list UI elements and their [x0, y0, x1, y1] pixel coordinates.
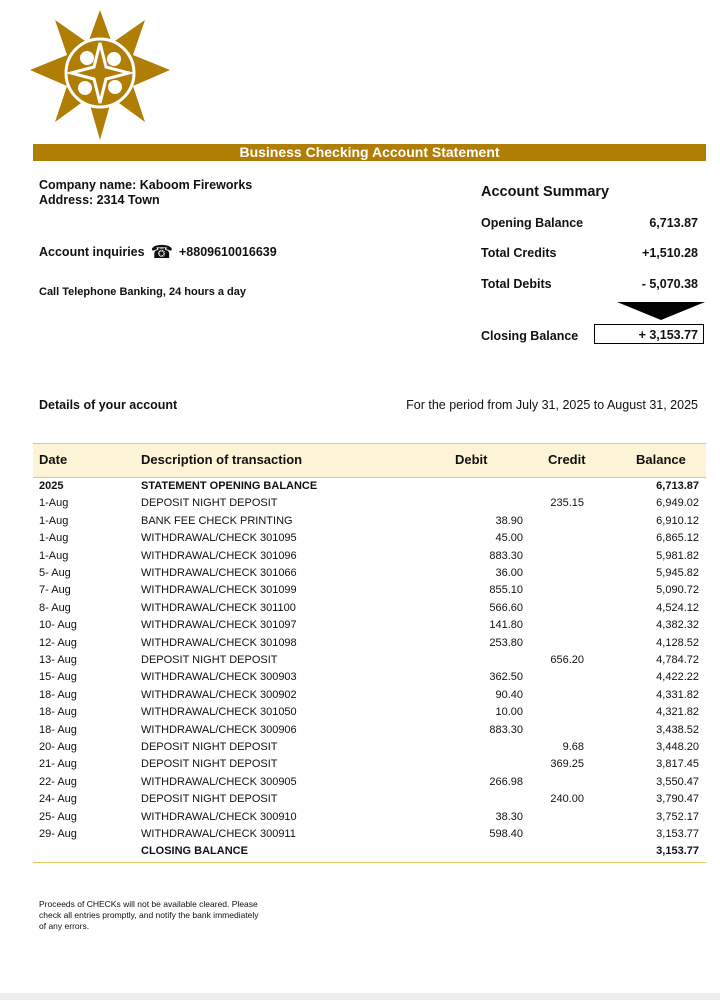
cell-description: WITHDRAWAL/CHECK 301098: [141, 636, 297, 649]
cell-debit: 883.30: [489, 549, 523, 562]
cell-debit: 883.30: [489, 723, 523, 736]
cell-description: BANK FEE CHECK PRINTING: [141, 514, 293, 527]
table-row: [33, 637, 706, 654]
cell-balance: 5,981.82: [656, 549, 699, 562]
table-row: [33, 828, 706, 845]
cell-description: WITHDRAWAL/CHECK 301095: [141, 532, 297, 545]
cell-description: WITHDRAWAL/CHECK 301097: [141, 619, 297, 632]
opening-balance-value: 6,713.87: [649, 216, 698, 230]
cell-balance: 3,448.20: [656, 741, 699, 753]
opening-balance-label: Opening Balance: [481, 216, 584, 230]
total-debits-value: - 5,070.38: [641, 277, 698, 291]
compass-star-logo: [30, 10, 170, 140]
cell-description: WITHDRAWAL/CHECK 300911: [141, 828, 296, 840]
cell-date: 8- Aug: [39, 601, 71, 614]
cell-credit: 240.00: [550, 793, 584, 806]
closing-balance-value: + 3,153.77: [594, 324, 704, 344]
cell-description: WITHDRAWAL/CHECK 300902: [141, 688, 297, 701]
table-row: [33, 654, 706, 671]
cell-balance: 4,524.12: [656, 601, 699, 614]
company-address: Address: 2314 Town: [39, 193, 160, 207]
total-debits-label: Total Debits: [481, 277, 552, 291]
cell-balance: 6,949.02: [656, 497, 699, 510]
table-bottom-rule: [33, 862, 706, 863]
table-row: [33, 758, 706, 775]
cell-date: 7- Aug: [39, 584, 71, 597]
cell-balance: 3,550.47: [656, 775, 699, 788]
cell-date: 5- Aug: [39, 567, 71, 579]
total-credits-label: Total Credits: [481, 246, 557, 260]
cell-debit: 90.40: [495, 688, 523, 701]
cell-debit: 45.00: [495, 532, 523, 545]
cell-debit: 10.00: [495, 706, 523, 719]
cell-date: 18- Aug: [39, 688, 77, 701]
cell-date: 1-Aug: [39, 532, 69, 545]
account-inquiries: [39, 242, 277, 262]
cell-date: 29- Aug: [39, 828, 77, 840]
cell-date: 13- Aug: [39, 654, 77, 666]
cell-balance: 6,713.87: [656, 480, 699, 492]
cell-debit: 855.10: [489, 584, 523, 597]
total-credits-value: +1,510.28: [642, 246, 698, 260]
cell-description: WITHDRAWAL/CHECK 300906: [141, 723, 297, 736]
cell-date: 10- Aug: [39, 619, 77, 632]
cell-credit: 235.15: [550, 497, 584, 510]
table-header: [33, 443, 706, 478]
cell-credit: 369.25: [550, 758, 584, 771]
cell-date: 22- Aug: [39, 775, 77, 788]
cell-balance: 5,090.72: [656, 584, 699, 597]
cell-balance: 3,153.77: [656, 828, 699, 840]
inquiries-label: Account inquiries: [39, 245, 145, 259]
cell-description: WITHDRAWAL/CHECK 301099: [141, 584, 297, 597]
cell-balance: 4,321.82: [656, 706, 699, 719]
cell-date: 1-Aug: [39, 497, 69, 510]
cell-description: WITHDRAWAL/CHECK 300905: [141, 775, 297, 788]
col-header-credit: Credit: [548, 452, 586, 467]
col-header-description: Description of transaction: [141, 452, 303, 467]
cell-debit: 266.98: [489, 775, 523, 788]
table-row: [33, 532, 706, 549]
cell-debit: 598.40: [489, 828, 523, 840]
cell-date: 12- Aug: [39, 636, 77, 649]
cell-description: DEPOSIT NIGHT DEPOSIT: [141, 793, 278, 806]
cell-balance: 6,910.12: [656, 514, 699, 527]
cell-debit: 38.30: [495, 810, 523, 823]
table-row: [33, 602, 706, 619]
table-row: [33, 706, 706, 723]
cell-description: CLOSING BALANCE: [141, 845, 248, 858]
table-row: [33, 671, 706, 688]
telephone-icon: ☎: [150, 242, 173, 262]
table-row: [33, 793, 706, 810]
page-bottom-strip: [0, 993, 720, 1000]
cell-date: 18- Aug: [39, 723, 77, 736]
cell-description: DEPOSIT NIGHT DEPOSIT: [141, 654, 278, 666]
closing-balance-label: Closing Balance: [481, 329, 579, 343]
table-row: [33, 845, 706, 862]
telephone-banking-note: Call Telephone Banking, 24 hours a day: [39, 286, 247, 298]
cell-balance: 3,817.45: [656, 758, 699, 771]
table-row: [33, 619, 706, 636]
cell-description: WITHDRAWAL/CHECK 301100: [141, 601, 296, 614]
cell-debit: 566.60: [489, 601, 523, 614]
cell-date: 1-Aug: [39, 514, 69, 527]
cell-date: 24- Aug: [39, 793, 77, 806]
cell-debit: 362.50: [489, 671, 523, 684]
cell-date: 21- Aug: [39, 758, 77, 771]
cell-date: 25- Aug: [39, 810, 77, 823]
table-row: [33, 741, 706, 758]
cell-description: DEPOSIT NIGHT DEPOSIT: [141, 758, 278, 771]
table-row: [33, 497, 706, 514]
table-row: [33, 689, 706, 706]
cell-description: WITHDRAWAL/CHECK 301096: [141, 549, 297, 562]
table-row: [33, 567, 706, 584]
table-row: [33, 515, 706, 532]
cell-credit: 656.20: [550, 654, 584, 666]
cell-date: 1-Aug: [39, 549, 69, 562]
account-summary-title: Account Summary: [481, 184, 610, 200]
cell-debit: 38.90: [495, 514, 523, 527]
table-row: [33, 550, 706, 567]
cell-balance: 3,153.77: [656, 845, 699, 858]
cell-balance: 4,331.82: [656, 688, 699, 701]
statement-title: Business Checking Account Statement: [33, 144, 706, 161]
col-header-date: Date: [39, 452, 68, 467]
down-arrow-icon: [617, 302, 705, 320]
table-row: [33, 776, 706, 793]
col-header-debit: Debit: [455, 452, 488, 467]
company-name: Company name: Kaboom Fireworks: [39, 178, 253, 192]
cell-date: 2025: [39, 480, 64, 492]
cell-balance: 3,752.17: [656, 810, 699, 823]
table-row: [33, 480, 706, 497]
cell-description: DEPOSIT NIGHT DEPOSIT: [141, 497, 278, 510]
cell-balance: 5,945.82: [656, 567, 699, 579]
cell-date: 15- Aug: [39, 671, 77, 684]
cell-balance: 3,438.52: [656, 723, 699, 736]
cell-description: STATEMENT OPENING BALANCE: [141, 480, 318, 492]
cell-description: WITHDRAWAL/CHECK 300903: [141, 671, 297, 684]
cell-balance: 4,382.32: [656, 619, 699, 632]
table-row: [33, 811, 706, 828]
cell-description: WITHDRAWAL/CHECK 301066: [141, 567, 297, 579]
footer-disclaimer: Proceeds of CHECKs will not be available cleared. Please check all entries promptly, and notify the bank immediately of any errors.: [39, 899, 259, 931]
table-row: [33, 724, 706, 741]
cell-date: 18- Aug: [39, 706, 77, 719]
company-info: [39, 178, 252, 208]
cell-date: 20- Aug: [39, 741, 77, 753]
cell-balance: 3,790.47: [656, 793, 699, 806]
cell-description: WITHDRAWAL/CHECK 300910: [141, 810, 297, 823]
statement-period: For the period from July 31, 2025 to August 31, 2025: [406, 398, 698, 412]
cell-balance: 4,128.52: [656, 636, 699, 649]
cell-balance: 4,784.72: [656, 654, 699, 666]
cell-debit: 253.80: [489, 636, 523, 649]
cell-balance: 4,422.22: [656, 671, 699, 684]
cell-debit: 141.80: [489, 619, 523, 632]
cell-debit: 36.00: [495, 567, 523, 579]
col-header-balance: Balance: [636, 452, 686, 467]
table-row: [33, 584, 706, 601]
cell-credit: 9.68: [562, 741, 584, 753]
cell-balance: 6,865.12: [656, 532, 699, 545]
cell-description: DEPOSIT NIGHT DEPOSIT: [141, 741, 278, 753]
cell-description: WITHDRAWAL/CHECK 301050: [141, 706, 297, 719]
inquiries-phone: +8809610016639: [179, 245, 277, 259]
details-heading: Details of your account: [39, 398, 178, 412]
